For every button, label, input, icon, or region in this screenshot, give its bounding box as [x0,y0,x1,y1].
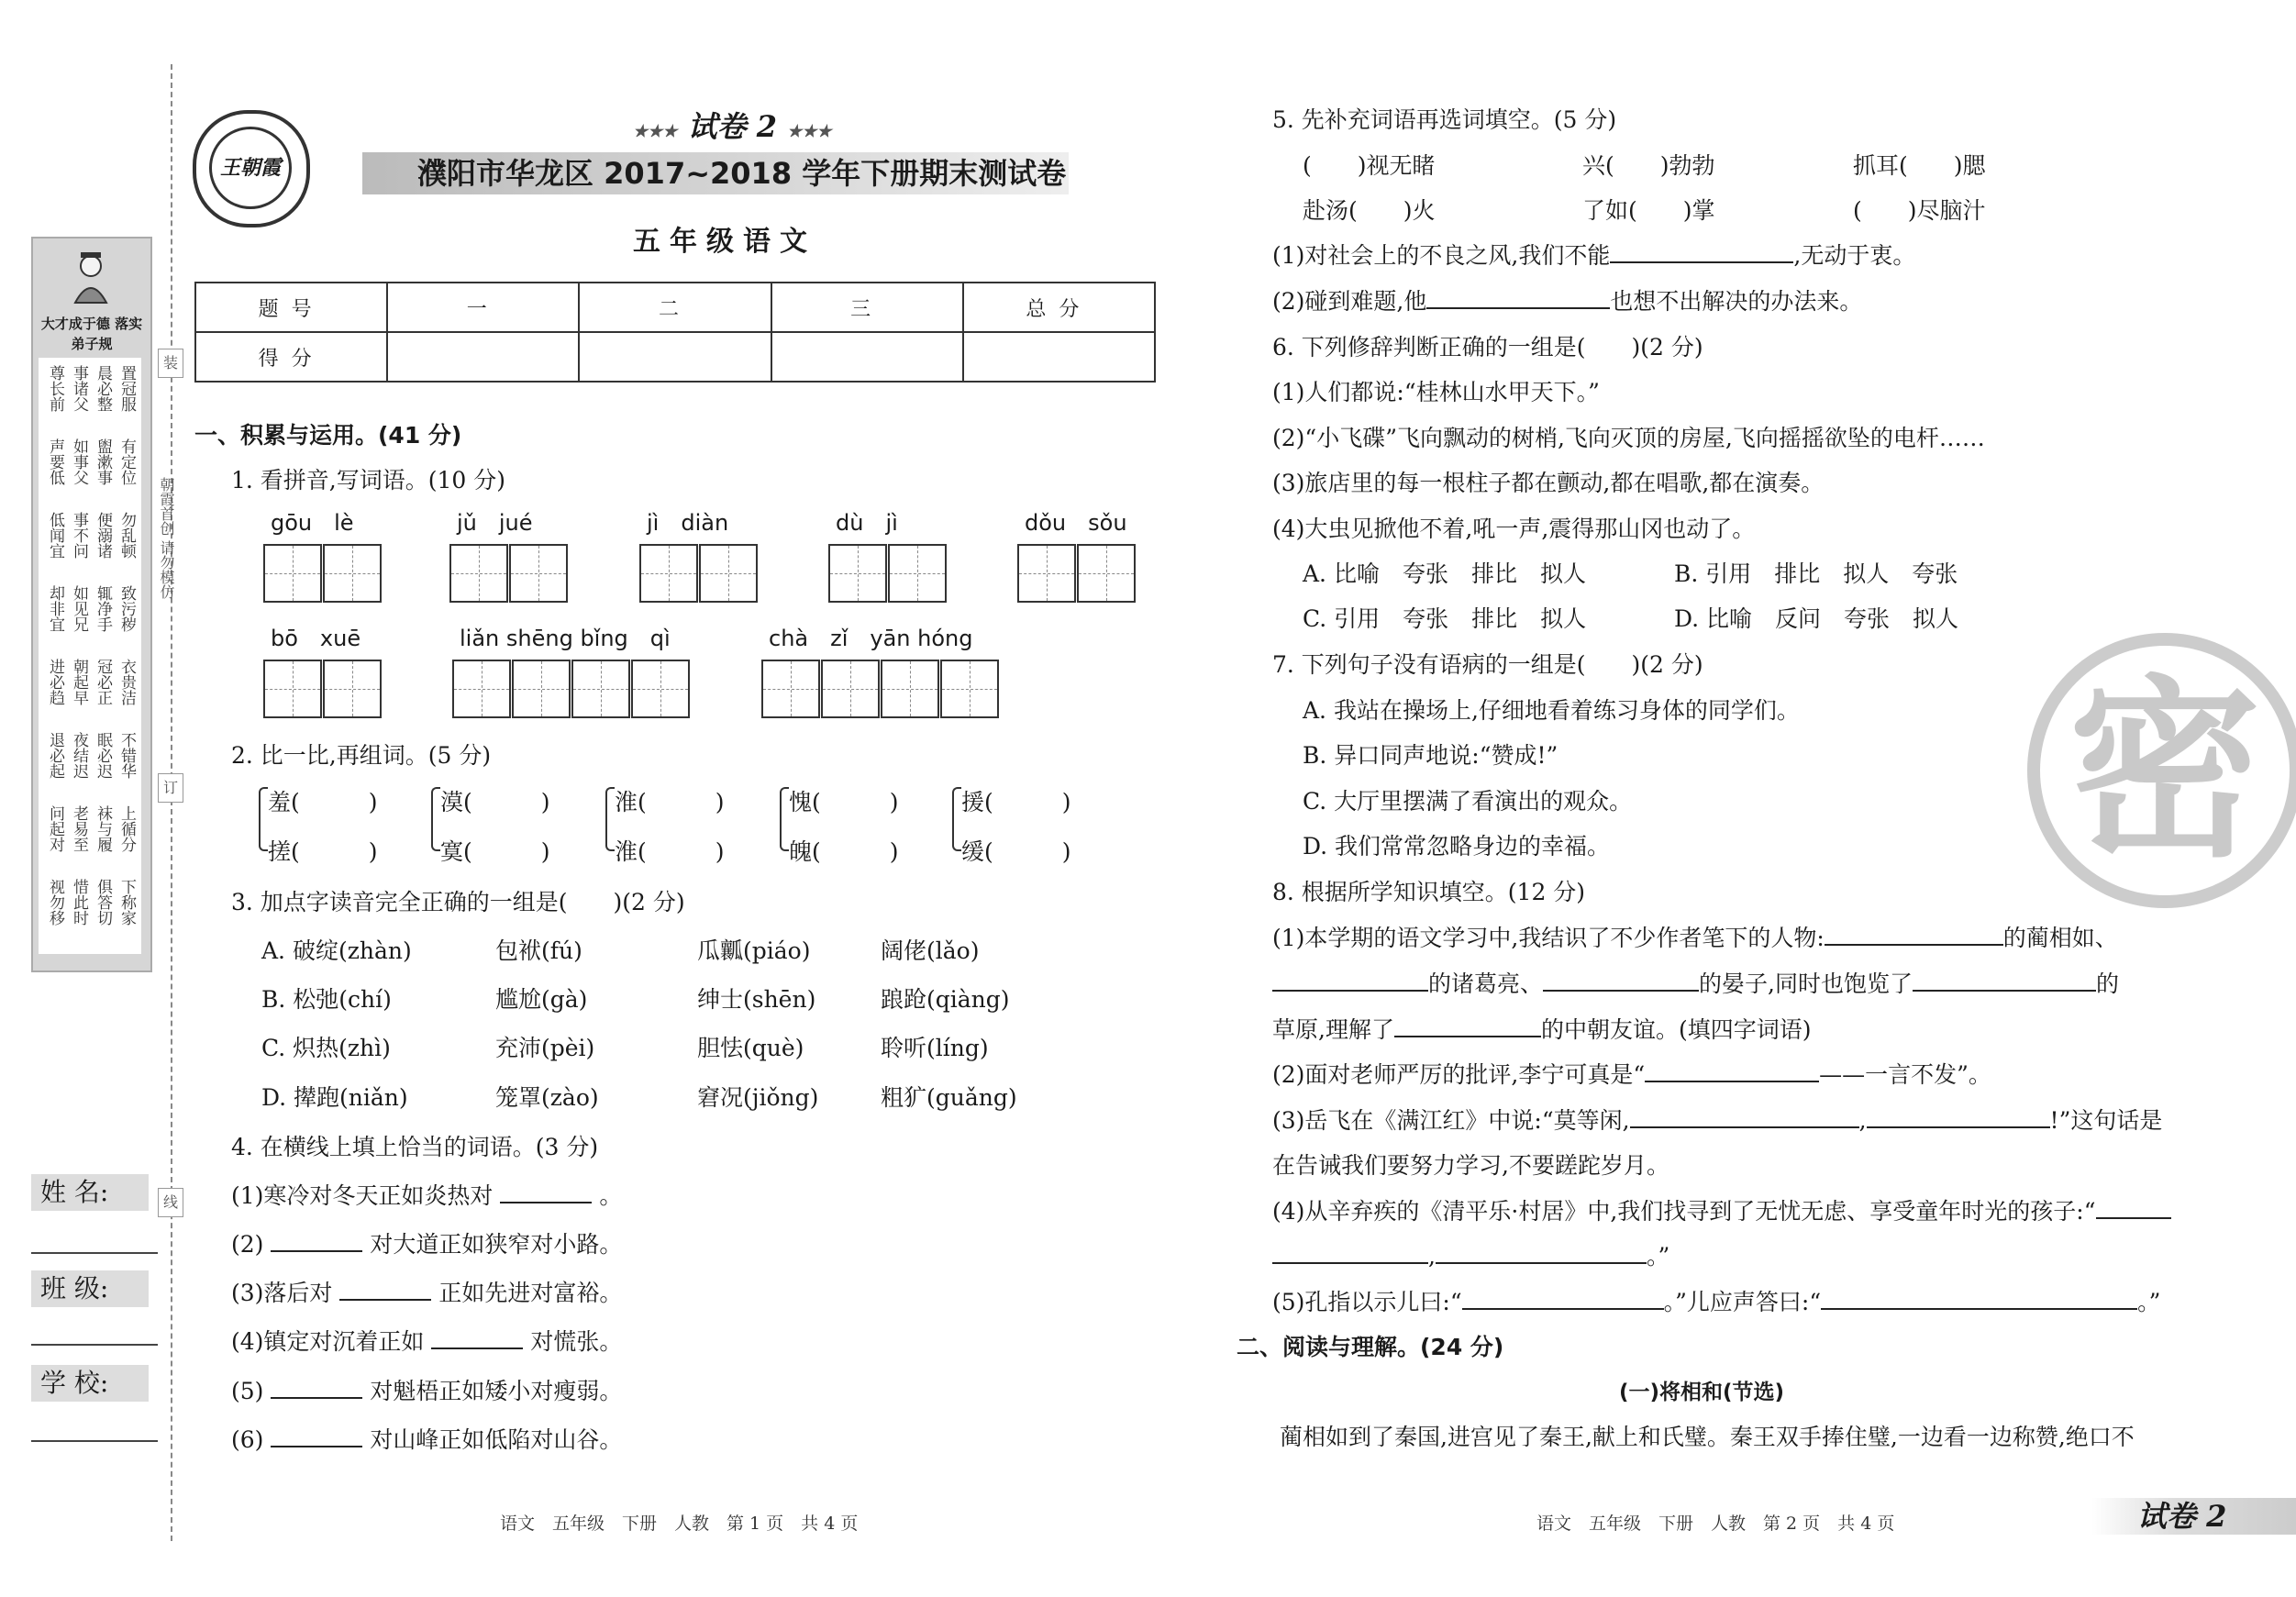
compare-item[interactable]: 愧( ) [789,789,899,815]
score-input-total[interactable] [963,332,1155,382]
tian-grid-cell[interactable] [1017,544,1076,603]
pinyin-label: dù jì [836,510,898,536]
text: (2) [231,1231,264,1258]
motto-column: 有定位 [117,438,136,485]
motto-column: 袜与履 [94,805,112,852]
question-2: 2. 比一比,再组词。(5 分) [231,742,492,769]
motto-column: 晨必整 [94,365,112,412]
motto-column: 退必起 [46,732,64,779]
class-label: 班 级: [31,1270,149,1307]
answer-blank[interactable] [2096,1197,2171,1219]
corner-tag: 试卷 2 [2137,1499,2227,1534]
answer-blank[interactable] [1821,1288,2137,1310]
motto-column: 声要低 [46,438,64,485]
compare-item[interactable]: 寞( ) [440,838,550,865]
q5-word: ( )视无睹 [1303,152,1436,179]
motto-columns [39,358,141,954]
brace [431,787,440,851]
section-1-title: 一、积累与运用。(41 分) [194,422,462,449]
q4-item [231,1376,622,1407]
q3-option: 聆听(líng) [881,1035,989,1061]
brace [780,787,789,851]
pinyin-label: chà zǐ yān hóng [769,626,973,651]
q3-option[interactable]: B. 松弛(chí) [261,986,392,1013]
brace [605,787,615,851]
q8-line [1272,969,2119,1000]
question-6: 6. 下列修辞判断正确的一组是( )(2 分) [1272,334,1703,360]
exam-number-text: 试卷 2 [687,109,777,144]
motto-column: 低闻宜 [46,512,64,559]
binding-line [171,64,172,1541]
table-cell: 得分 [195,332,387,382]
q8-line [1272,1105,2162,1137]
text: (1)寒冷对冬天正如炎热对 [231,1182,494,1209]
tian-grid-cell[interactable] [881,660,939,718]
text: 的晏子,同时也饱览了 [1699,970,1913,997]
text: , [1858,1107,1867,1134]
q5-word: 赴汤( )火 [1303,197,1436,224]
exam-subtitle: 五年级语文 [633,226,816,258]
motto-column: 视勿移 [46,879,64,926]
confidential-seal: 密 [2027,633,2296,908]
q8-line [1272,1059,1991,1091]
q6-item: (1)人们都说:“桂林山水甲天下。” [1272,379,1600,405]
text: 的蔺相如、 [2002,925,2118,951]
motto-column: 夜结迟 [70,732,88,779]
text: 。” [1646,1243,1670,1270]
q5-sub-1 [1272,240,1915,272]
tian-grid-cell[interactable] [263,544,322,603]
q3-option[interactable]: C. 炽热(zhì) [261,1035,391,1061]
q7-option[interactable]: A. 我站在操场上,仔细地看着练习身体的同学们。 [1303,697,1800,724]
q6-option[interactable]: A. 比喻 夸张 排比 拟人 [1303,560,1586,587]
question-5: 5. 先补充词语再选词填空。(5 分) [1272,106,1617,133]
answer-blank[interactable] [1436,1242,1647,1264]
logo-text: 王朝霞 [209,127,292,209]
q6-option[interactable]: D. 比喻 反问 夸张 拟人 [1674,605,1959,632]
stars-decoration: ★★★ [787,122,832,141]
q3-option: 胆怯(què) [697,1035,804,1061]
tian-grid-cell[interactable] [449,544,508,603]
text: ——一言不发”。 [1819,1061,1991,1088]
tian-grid-cell[interactable] [699,544,758,603]
q3-option: 笼罩(zào) [495,1084,599,1111]
text: ,无动于衷。 [1793,242,1916,269]
q3-option: 踉跄(qiàng) [881,986,1010,1013]
text: (2)面对老师严厉的批评,李宁可真是“ [1272,1061,1646,1088]
q8-line [1272,1287,2160,1318]
table-cell: 题号 [195,283,387,332]
tian-grid-cell[interactable] [828,544,887,603]
q4-item [231,1181,622,1212]
answer-blank[interactable] [1394,1015,1541,1037]
q3-option: 阔佬(lǎo) [881,937,980,964]
q6-item: (2)“小飞碟”飞向飘动的树梢,飞向灭顶的房屋,飞向摇摇欲坠的电杆…… [1272,425,1985,451]
question-1: 1. 看拼音,写词语。(10 分) [231,467,506,494]
motto-column: 便溺诸 [94,512,112,559]
compare-item[interactable]: 缓( ) [961,838,1071,865]
pinyin-label: liǎn shēng bǐng qì [460,626,671,651]
tian-grid-cell[interactable] [1077,544,1136,603]
exam-number [633,108,832,150]
scholar-figure-icon [70,250,112,305]
binding-mark: 线 [158,1188,183,1217]
pinyin-label: jì diàn [647,510,729,536]
compare-item[interactable]: 搓( ) [268,838,378,865]
q5-sub-2 [1272,286,1862,317]
motto-column: 朝起早 [70,659,88,705]
tian-grid-cell[interactable] [323,660,382,718]
motto-column: 问起对 [46,805,64,852]
tian-grid-cell[interactable] [639,544,698,603]
text: 对慌张。 [530,1328,623,1355]
motto-column: 辄净手 [94,585,112,632]
q5-word: 了如( )掌 [1582,197,1715,224]
answer-blank[interactable] [500,1181,592,1203]
motto-column: 下称家 [117,879,136,926]
q6-option[interactable]: C. 引用 夸张 排比 拟人 [1303,605,1587,632]
q8-line [1272,923,2118,954]
section-2-title: 二、阅读与理解。(24 分) [1237,1334,1504,1360]
answer-blank[interactable] [1272,970,1428,992]
q6-item: (3)旅店里的每一根柱子都在颤动,都在唱歌,都在演奏。 [1272,470,1825,496]
q3-option: 粗犷(guǎng) [881,1084,1017,1111]
table-row [195,283,1155,332]
name-label: 姓 名: [31,1174,149,1211]
q7-option[interactable]: D. 我们常常忽略身边的幸福。 [1303,833,1611,859]
motto-column: 惜此时 [70,879,88,926]
q3-option: 绅士(shēn) [697,986,816,1013]
text: 对魁梧正如矮小对瘦弱。 [370,1378,623,1404]
text: (4)镇定对沉着正如 [231,1328,425,1355]
question-8: 8. 根据所学知识填空。(12 分) [1272,879,1586,905]
text: 。 [599,1182,623,1209]
compare-item[interactable]: 羞( ) [268,789,378,815]
answer-blank[interactable] [1543,970,1699,992]
publisher-logo [193,110,310,227]
score-table [194,282,1156,383]
reading-passage: 蔺相如到了秦国,进宫见了秦王,献上和氏璧。秦王双手捧住璧,一边看一边称赞,绝口不 [1280,1424,2135,1450]
q3-option: 瓜瓤(piáo) [697,937,811,964]
text: 对山峰正如低陷对山谷。 [370,1426,623,1453]
compare-item[interactable]: 魄( ) [789,838,899,865]
text: 的中朝友谊。(填四字词语) [1540,1016,1812,1043]
question-4: 4. 在横线上填上恰当的词语。(3 分) [231,1134,599,1160]
tian-grid-cell[interactable] [323,544,382,603]
tian-grid-cell[interactable] [263,660,322,718]
compare-item[interactable]: 漠( ) [440,789,550,815]
q7-option[interactable]: C. 大厅里摆满了看演出的观众。 [1303,788,1633,815]
motto-column: 勿乱顿 [117,512,136,559]
text: (6) [231,1426,264,1453]
q4-item [231,1229,622,1260]
motto-column: 尊长前 [46,365,64,412]
binding-mark: 装 [158,349,183,378]
answer-blank[interactable] [431,1327,523,1349]
q5-word: ( )尽脑汁 [1853,197,1986,224]
text: (4)从辛弃疾的《清平乐·村居》中,我们找寻到了无忧无虑、享受童年时光的孩子:“ [1272,1198,2096,1225]
answer-blank[interactable] [1645,1060,1819,1082]
exam-title: 濮阳市华龙区 2017~2018 学年下册期末测试卷 [417,156,1067,191]
motto-column: 致污秽 [117,585,136,632]
text: (2)碰到难题,他 [1272,288,1427,315]
text: 正如先进对富裕。 [438,1280,623,1306]
compare-item[interactable]: 淮( ) [615,789,725,815]
table-cell: 二 [579,283,771,332]
tian-grid-cell[interactable] [821,660,880,718]
pinyin-label: dǒu sǒu [1025,510,1127,536]
reading-title: (一)将相和(节选) [1619,1381,1785,1404]
compare-item[interactable]: 淮( ) [615,838,725,865]
motto-column: 如事父 [70,438,88,485]
score-input-3[interactable] [771,332,963,382]
motto-column: 不错华 [117,732,136,779]
text: 。” [2137,1289,2161,1315]
text: 的诸葛亮、 [1428,970,1544,997]
q5-word: 抓耳( )腮 [1853,152,1986,179]
text: 。”儿应声答曰:“ [1663,1289,1822,1315]
answer-blank[interactable] [1825,924,2003,946]
motto-column: 事不问 [70,512,88,559]
q3-option: 充沛(pèi) [495,1035,595,1061]
text: (5)孔指以示儿曰:“ [1272,1289,1462,1315]
compare-item[interactable]: 援( ) [961,789,1071,815]
answer-blank[interactable] [271,1425,362,1447]
motto-column: 如见兄 [70,585,88,632]
sidebar-motto: 大才成于德 落实弟子规 [40,316,143,352]
tian-grid-cell[interactable] [452,660,511,718]
table-cell: 三 [771,283,963,332]
text: (1)本学期的语文学习中,我结识了不少作者笔下的人物: [1272,925,1825,951]
text: (3)落后对 [231,1280,333,1306]
answer-blank[interactable] [339,1279,431,1301]
q8-line [1272,1241,1669,1272]
table-row [195,332,1155,382]
question-3: 3. 加点字读音完全正确的一组是( )(2 分) [231,889,685,915]
motto-column: 置冠服 [117,365,136,412]
text: (3)岳飞在《满江红》中说:“莫等闲, [1272,1107,1630,1134]
answer-blank[interactable] [1610,241,1793,263]
stars-decoration: ★★★ [633,122,678,141]
answer-blank[interactable] [1630,1106,1859,1128]
answer-blank[interactable] [1867,1106,2050,1128]
q8-line [1272,1015,1811,1046]
q8-line: 在告诫我们要努力学习,不要蹉跎岁月。 [1272,1152,1669,1179]
school-field[interactable] [31,1440,158,1442]
school-label: 学 校: [31,1365,149,1402]
text: , [1428,1243,1436,1270]
motto-column: 衣贵洁 [117,659,136,705]
q5-word: 兴( )勃勃 [1582,152,1715,179]
table-cell: 一 [387,283,579,332]
motto-column: 俱答切 [94,879,112,926]
score-input-2[interactable] [579,332,771,382]
tian-grid-cell[interactable] [940,660,999,718]
answer-blank[interactable] [271,1230,362,1252]
text: !”这句话是 [2049,1107,2163,1134]
text: 草原,理解了 [1272,1016,1394,1043]
motto-column: 上循分 [117,805,136,852]
answer-blank[interactable] [1272,1242,1428,1264]
q4-item [231,1326,622,1358]
text: (5) [231,1378,264,1404]
answer-blank[interactable] [1426,287,1610,309]
q6-item: (4)大虫见掀他不着,吼一声,震得那山冈也动了。 [1272,516,1756,542]
tian-grid-cell[interactable] [509,544,568,603]
tian-grid-cell[interactable] [571,660,630,718]
text: 也想不出解决的办法来。 [1610,288,1863,315]
text: 的 [2095,970,2119,997]
motto-column: 眠必迟 [94,732,112,779]
class-field[interactable] [31,1344,158,1346]
brace [259,787,268,851]
footer-right: 语文 五年级 下册 人教 第 2 页 共 4 页 [1536,1514,1895,1534]
q3-option: 包袱(fú) [495,937,582,964]
q3-option: 窘况(jiǒng) [697,1084,819,1111]
text: 对大道正如狭窄对小路。 [370,1231,623,1258]
answer-blank[interactable] [1462,1288,1664,1310]
q3-option: 尴尬(gà) [495,986,588,1013]
q7-option[interactable]: B. 异口同声地说:“赞成!” [1303,742,1558,769]
q6-option[interactable]: B. 引用 排比 拟人 夸张 [1674,560,1958,587]
text: (1)对社会上的不良之风,我们不能 [1272,242,1611,269]
tian-grid-cell[interactable] [761,660,820,718]
motto-column: 冠必正 [94,659,112,705]
q3-option[interactable]: D. 撵跑(niǎn) [261,1084,408,1111]
q4-item [231,1425,622,1456]
brace [952,787,961,851]
motto-column: 事诸父 [70,365,88,412]
q8-line [1272,1196,2171,1227]
motto-column: 盥漱事 [94,438,112,485]
answer-blank[interactable] [1913,970,2096,992]
motto-column: 老易至 [70,805,88,852]
q4-item [231,1278,622,1309]
score-input-1[interactable] [387,332,579,382]
tian-grid-cell[interactable] [631,660,690,718]
name-field[interactable] [31,1252,158,1254]
q3-option[interactable]: A. 破绽(zhàn) [261,937,412,964]
pinyin-label: gōu lè [271,510,354,536]
question-7: 7. 下列句子没有语病的一组是( )(2 分) [1272,651,1703,678]
tian-grid-cell[interactable] [888,544,947,603]
footer-left: 语文 五年级 下册 人教 第 1 页 共 4 页 [500,1514,859,1534]
answer-blank[interactable] [271,1377,362,1399]
table-cell: 总分 [963,283,1155,332]
sidebar-motto-panel [31,237,152,972]
tian-grid-cell[interactable] [512,660,571,718]
pinyin-label: jǔ jué [457,510,533,536]
binding-mark: 订 [158,773,183,803]
motto-column: 却非宜 [46,585,64,632]
pinyin-label: bō xuē [271,626,361,651]
motto-column: 进必趋 [46,659,64,705]
warning-text: 朝霞首创 请勿模仿 [158,477,175,600]
